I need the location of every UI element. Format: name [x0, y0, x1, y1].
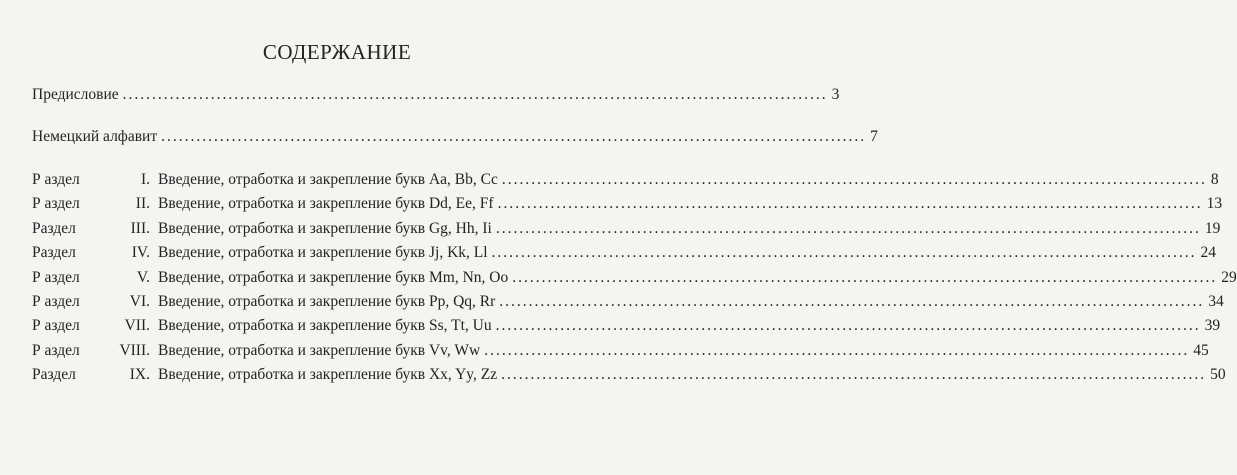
dot-leader: ........................................................................................................................ — [499, 293, 1205, 310]
dot-leader: ........................................................................................................................ — [495, 219, 1201, 237]
section-page: 8 — [1210, 171, 1219, 188]
toc-section-row[interactable] — [32, 341, 1209, 364]
section-title: Введение, отработка и закрепление букв Ss, Tt, Uu — [158, 317, 492, 335]
section-title: Введение, отработка и закрепление букв Gg, Hh, Ii — [158, 219, 492, 237]
section-page: 13 — [1206, 195, 1223, 213]
section-word: Р аздел — [32, 171, 80, 188]
section-page: 29 — [1221, 268, 1237, 286]
dot-leader: ........................................................................................................................ — [491, 244, 1197, 262]
section-word: Раздел — [32, 366, 76, 384]
section-word: Р аздел — [32, 195, 80, 213]
section-page: 39 — [1204, 317, 1221, 335]
toc-entry-label: Предисловие — [32, 86, 119, 103]
section-word: Р аздел — [32, 341, 80, 359]
section-number: III. — [130, 219, 150, 237]
section-number: VIII. — [119, 341, 150, 359]
toc-section-label — [32, 195, 494, 213]
section-page: 34 — [1208, 293, 1224, 310]
section-word: Р аздел — [32, 293, 80, 310]
section-title: Введение, отработка и закрепление букв Pp, Qq, Rr — [158, 293, 496, 310]
toc-section-row[interactable] — [32, 317, 1221, 339]
toc-section-row[interactable] — [32, 293, 1224, 315]
toc-entry-label: Немецкий алфавит — [32, 128, 158, 145]
toc-section-row[interactable] — [32, 195, 1223, 217]
toc-section-row[interactable] — [32, 171, 1219, 193]
toc-section-label — [32, 317, 492, 335]
dot-leader: ........................................................................................................................ — [484, 341, 1190, 359]
section-word: Р аздел — [32, 317, 80, 335]
section-number: VI. — [129, 293, 150, 310]
toc-section-label — [32, 171, 498, 189]
toc-section-row[interactable] — [32, 366, 1226, 388]
section-number: I. — [140, 171, 150, 188]
toc-section-row[interactable] — [32, 244, 1217, 266]
section-page: 50 — [1210, 366, 1226, 384]
dot-leader: ........................................................................................................................ — [122, 86, 828, 103]
toc-section-label — [32, 366, 497, 384]
page-title: СОДЕРЖАНИЕ — [262, 40, 412, 64]
toc-entry-page: 7 — [870, 128, 878, 145]
dot-leader: ........................................................................................................................ — [501, 366, 1207, 384]
toc-section-label — [32, 220, 492, 238]
section-title: Введение, отработка и закрепление букв Vv, Ww — [158, 341, 481, 359]
section-title: Введение, отработка и закрепление букв Dd, Ee, Ff — [158, 195, 494, 213]
section-title: Введение, отработка и закрепление букв Mm, Nn, Oo — [158, 268, 509, 286]
section-title: Введение, отработка и закрепление букв Xx, Yy, Zz — [158, 366, 498, 384]
section-number: II. — [135, 195, 150, 213]
dot-leader: ........................................................................................................................ — [495, 317, 1201, 335]
toc-section-label — [32, 342, 480, 360]
toc-section-row[interactable] — [32, 268, 1237, 291]
toc-entry[interactable] — [32, 128, 878, 150]
dot-leader: ........................................................................................................................ — [161, 128, 867, 145]
section-number: IV. — [131, 244, 150, 262]
section-title: Введение, отработка и закрепление букв Jj, Kk, Ll — [158, 244, 488, 262]
toc-entry[interactable] — [32, 86, 840, 108]
toc-section-row[interactable] — [32, 219, 1221, 242]
section-number: V. — [136, 268, 150, 286]
toc-section-label — [32, 244, 488, 262]
section-page: 45 — [1193, 341, 1209, 359]
section-word: Раздел — [32, 244, 76, 262]
section-page: 24 — [1200, 244, 1217, 262]
dot-leader: ........................................................................................................................ — [501, 171, 1207, 188]
dot-leader: ........................................................................................................................ — [512, 268, 1218, 286]
toc-section-label — [32, 293, 495, 311]
section-word: Раздел — [32, 219, 76, 237]
dot-leader: ........................................................................................................................ — [497, 195, 1203, 213]
section-word: Р аздел — [32, 268, 80, 286]
toc-entry-page: 3 — [831, 86, 840, 103]
section-number: VII. — [124, 317, 150, 335]
section-title: Введение, отработка и закрепление букв Aa, Bb, Cc — [158, 171, 498, 188]
toc-section-label — [32, 269, 508, 287]
section-number: IX. — [129, 366, 150, 384]
section-page: 19 — [1204, 219, 1221, 237]
